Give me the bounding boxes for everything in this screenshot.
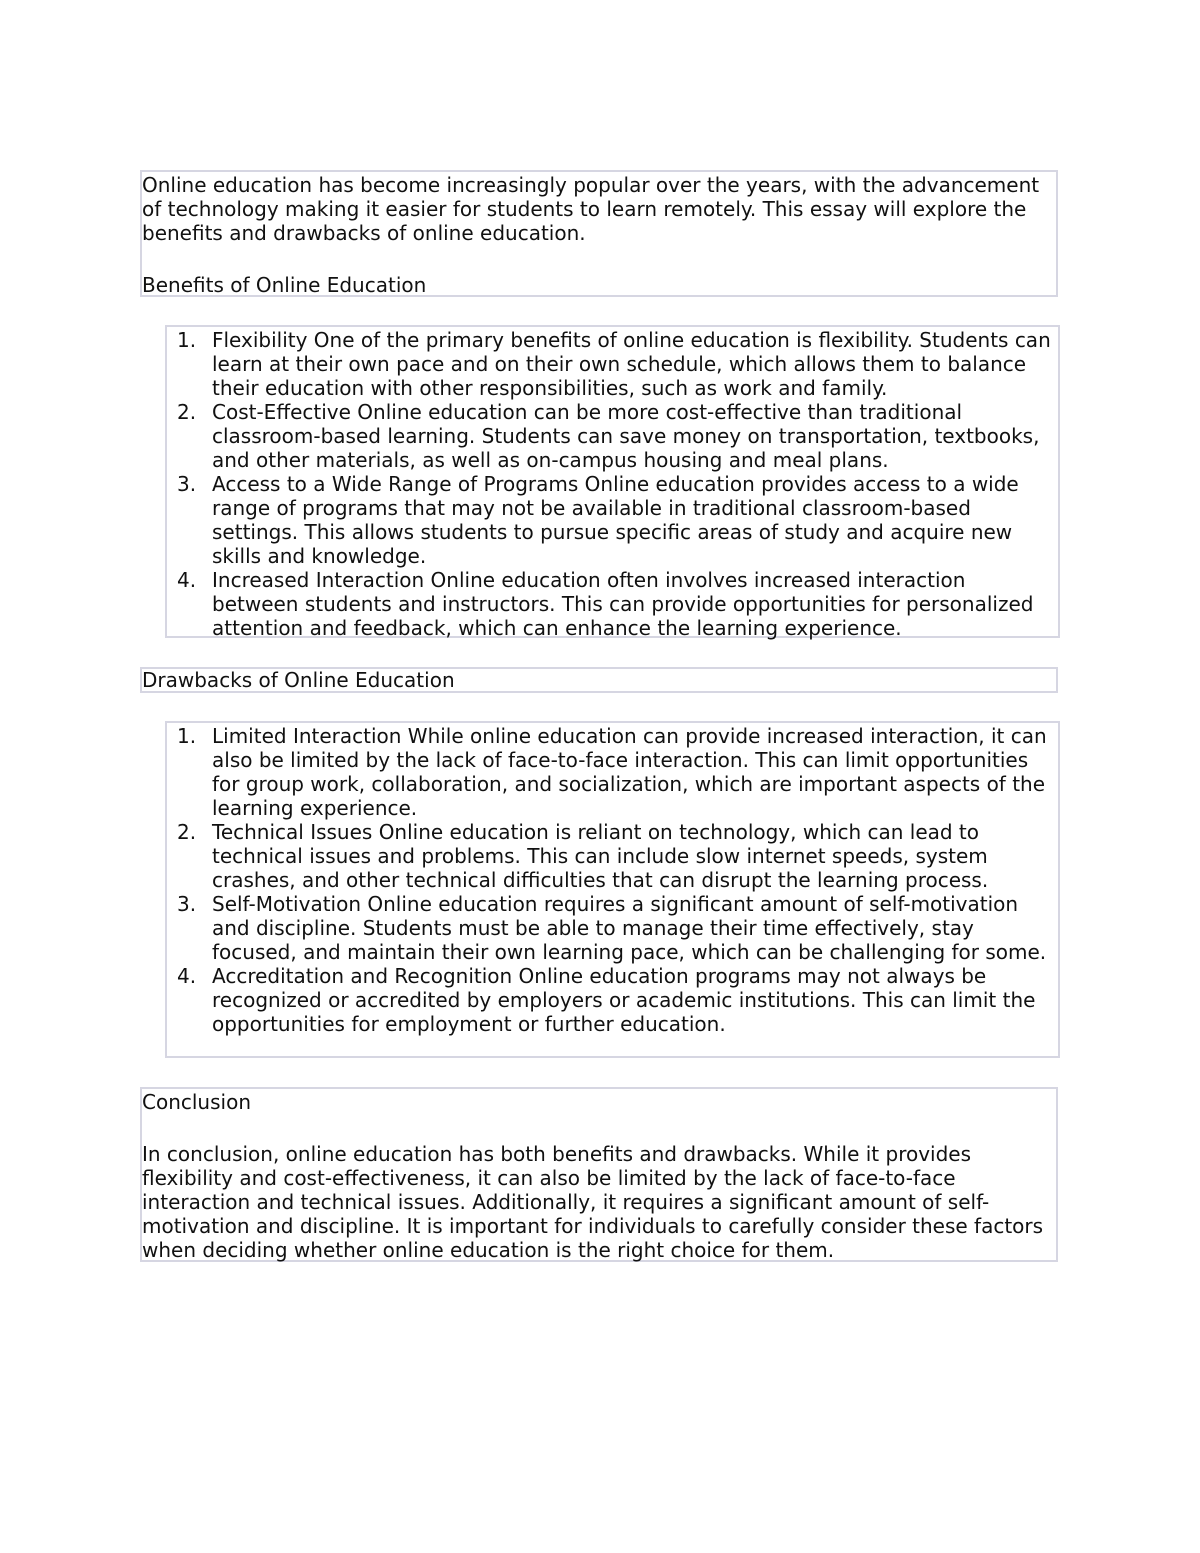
list-item-text: Self-Motivation Online education requires a significant amount of self-motivation and discipline. Students must be able to manage their time effectively, stay focused, and maintain their own learning pace, which can be challenging for some. bbox=[212, 892, 1047, 964]
list-item-number: 2. bbox=[177, 820, 197, 844]
list-item-text: Increased Interaction Online education often involves increased interaction between students and instructors. This can provide opportunities for personalized attention and feedback, which can enhance the learning experience. bbox=[212, 568, 1034, 640]
list-item bbox=[167, 964, 1058, 1036]
list-item-number: 4. bbox=[177, 964, 197, 988]
list-item-text: Technical Issues Online education is reliant on technology, which can lead to technical issues and problems. This can include slow internet speeds, system crashes, and other technical difficulties that can disrupt the learning process. bbox=[212, 820, 989, 892]
drawbacks-list-block bbox=[165, 721, 1060, 1058]
list-item bbox=[167, 328, 1058, 400]
drawbacks-list bbox=[167, 724, 1058, 1036]
list-item bbox=[167, 400, 1058, 472]
list-item bbox=[167, 820, 1058, 892]
list-item-number: 3. bbox=[177, 472, 197, 496]
list-item-text: Accreditation and Recognition Online education programs may not always be recognized or accredited by employers or academic institutions. This can limit the opportunities for employment or further education. bbox=[212, 964, 1036, 1036]
drawbacks-heading: Drawbacks of Online Education bbox=[142, 668, 455, 692]
intro-block bbox=[140, 170, 1058, 297]
conclusion-block bbox=[140, 1087, 1058, 1262]
list-item-text: Cost-Effective Online education can be more cost-effective than traditional classroom-based learning. Students can save money on transportation, textbooks, and other materials, as well as on-campus housing and meal plans. bbox=[212, 400, 1040, 472]
benefits-list-block bbox=[165, 325, 1060, 638]
drawbacks-heading-block bbox=[140, 667, 1058, 693]
list-item-number: 1. bbox=[177, 328, 197, 352]
list-item-number: 4. bbox=[177, 568, 197, 592]
list-item bbox=[167, 472, 1058, 568]
list-item-text: Access to a Wide Range of Programs Online education provides access to a wide range of programs that may not be available in traditional classroom-based settings. This allows students to pursue specific areas of study and acquire new skills and knowledge. bbox=[212, 472, 1019, 568]
conclusion-heading: Conclusion bbox=[142, 1090, 251, 1114]
list-item-number: 1. bbox=[177, 724, 197, 748]
list-item bbox=[167, 724, 1058, 820]
list-item-number: 2. bbox=[177, 400, 197, 424]
list-item bbox=[167, 892, 1058, 964]
conclusion-paragraph: In conclusion, online education has both benefits and drawbacks. While it provides flexibility and cost-effectiveness, it can also be limited by the lack of face-to-face interaction and technical issues. Additionally, it requires a significant amount of self-motivation and discipline. It is important for individuals to carefully consider these factors when deciding whether online education is the right choice for them. bbox=[142, 1142, 1044, 1262]
list-item-text: Flexibility One of the primary benefits of online education is flexibility. Students can learn at their own pace and on their own schedule, which allows them to balance their education with other responsibilities, such as work and family. bbox=[212, 328, 1051, 400]
list-item-text: Limited Interaction While online education can provide increased interaction, it can also be limited by the lack of face-to-face interaction. This can limit opportunities for group work, collaboration, and socialization, which are important aspects of the learning experience. bbox=[212, 724, 1047, 820]
list-item-number: 3. bbox=[177, 892, 197, 916]
benefits-heading: Benefits of Online Education bbox=[142, 273, 427, 297]
list-item bbox=[167, 568, 1058, 640]
benefits-list bbox=[167, 328, 1058, 640]
intro-paragraph: Online education has become increasingly popular over the years, with the advancement of technology making it easier for students to learn remotely. This essay will explore the benefits and drawbacks of online education. bbox=[142, 173, 1040, 245]
